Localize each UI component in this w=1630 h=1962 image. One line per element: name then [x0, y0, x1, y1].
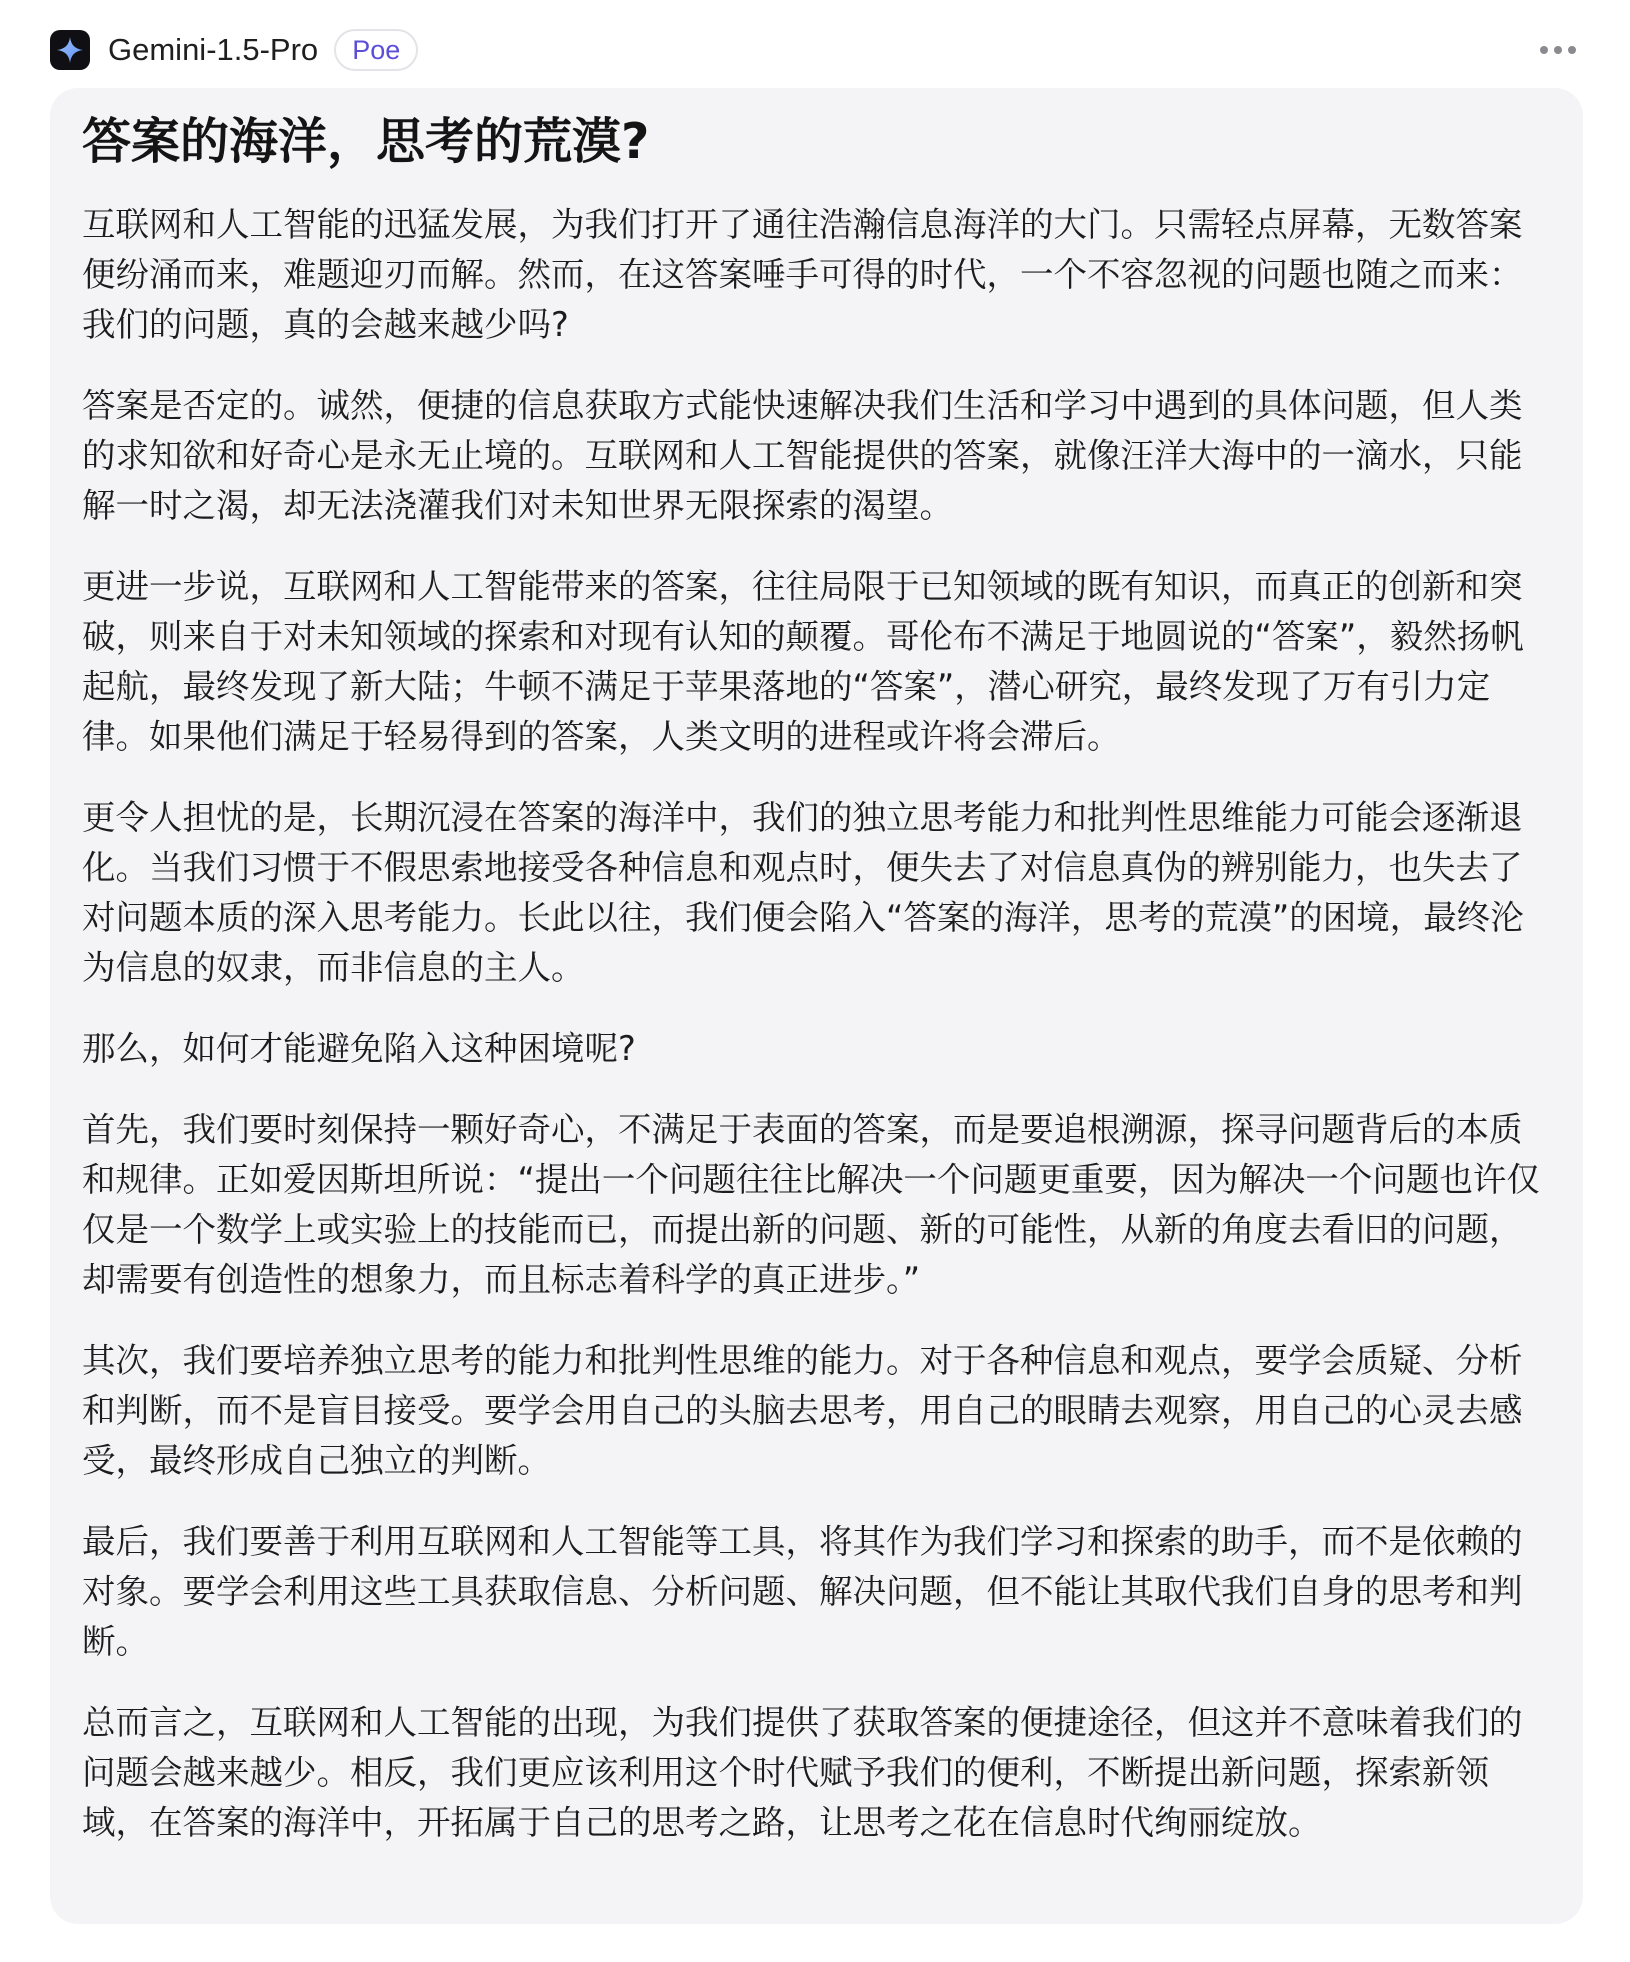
message-bubble	[50, 88, 1583, 1924]
message-paragraph: 答案是否定的。诚然，便捷的信息获取方式能快速解决我们生活和学习中遇到的具体问题，但人类的求知欲和好奇心是永无止境的。互联网和人工智能提供的答案，就像汪洋大海中的一滴水，只能解一时之渴，却无法浇灌我们对未知世界无限探索的渴望。	[82, 386, 1523, 525]
message-paragraph: 首先，我们要时刻保持一颗好奇心，不满足于表面的答案，而是要追根溯源，探寻问题背后的本质和规律。正如爱因斯坦所说：“提出一个问题往往比解决一个问题更重要，因为解决一个问题也许仅仅是一个数学上或实验上的技能而已，而提出新的问题、新的可能性，从新的角度去看旧的问题，却需要有创造性的想象力，而且标志着科学的真正进步。”	[82, 1110, 1540, 1299]
message-paragraph: 那么，如何才能避免陷入这种困境呢?	[82, 1029, 636, 1068]
message-paragraph: 更令人担忧的是，长期沉浸在答案的海洋中，我们的独立思考能力和批判性思维能力可能会逐渐退化。当我们习惯于不假思索地接受各种信息和观点时，便失去了对信息真伪的辨别能力，也失去了对问题本质的深入思考能力。长此以往，我们便会陷入“答案的海洋，思考的荒漠”的困境，最终沦为信息的奴隶，而非信息的主人。	[82, 798, 1524, 987]
more-horizontal-icon[interactable]	[1536, 36, 1580, 64]
message-paragraph: 总而言之，互联网和人工智能的出现，为我们提供了获取答案的便捷途径，但这并不意味着我们的问题会越来越少。相反，我们更应该利用这个时代赋予我们的便利，不断提出新问题，探索新领域，在答案的海洋中，开拓属于自己的思考之路，让思考之花在信息时代绚丽绽放。	[82, 1703, 1523, 1842]
message-paragraph: 更进一步说，互联网和人工智能带来的答案，往往局限于已知领域的既有知识，而真正的创新和突破，则来自于对未知领域的探索和对现有认知的颠覆。哥伦布不满足于地圆说的“答案”，毅然扬帆起航，最终发现了新大陆；牛顿不满足于苹果落地的“答案”，潜心研究，最终发现了万有引力定律。如果他们满足于轻易得到的答案，人类文明的进程或许将会滞后。	[82, 567, 1524, 756]
bot-avatar[interactable]	[50, 30, 90, 70]
bot-name[interactable]: Gemini-1.5-Pro	[108, 32, 319, 67]
poe-badge[interactable]: Poe	[334, 29, 418, 71]
message-paragraph: 互联网和人工智能的迅猛发展，为我们打开了通往浩瀚信息海洋的大门。只需轻点屏幕，无数答案便纷涌而来，难题迎刃而解。然而，在这答案唾手可得的时代，一个不容忽视的问题也随之而来：我们的问题，真的会越来越少吗?	[82, 205, 1523, 344]
sparkle-icon	[56, 36, 84, 64]
message-paragraph: 最后，我们要善于利用互联网和人工智能等工具，将其作为我们学习和探索的助手，而不是依赖的对象。要学会利用这些工具获取信息、分析问题、解决问题，但不能让其取代我们自身的思考和判断。	[82, 1522, 1523, 1661]
message-header	[50, 22, 1580, 78]
message-title: 答案的海洋，思考的荒漠?	[82, 113, 650, 170]
message-paragraph: 其次，我们要培养独立思考的能力和批判性思维的能力。对于各种信息和观点，要学会质疑、分析和判断，而不是盲目接受。要学会用自己的头脑去思考，用自己的眼睛去观察，用自己的心灵去感受，最终形成自己独立的判断。	[82, 1341, 1523, 1480]
